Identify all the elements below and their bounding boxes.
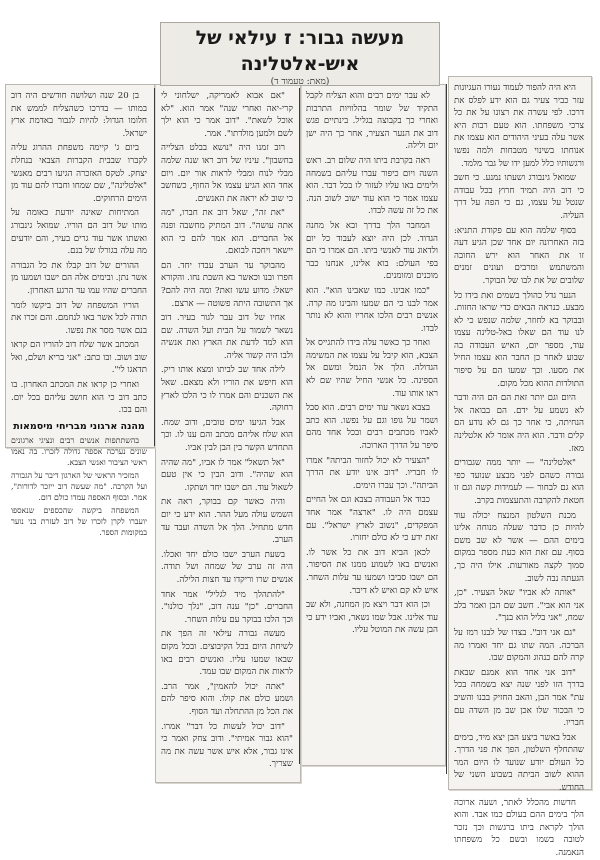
paragraph: אבל הגיעו ימים טובים, ודוב שמח. הוא שלח אליהם מכתב והם ענו לו. וכך התחדש הקשר בין הבן לבין אביו.	[161, 417, 293, 454]
paragraph: בהשתתפות אנשים רבים ונציגי ארגונים שונים נערכה אספה גדולה לזכרו. בה נאמו ראשי הציבור ואנשי הצבא.	[11, 436, 147, 468]
paragraph: "אותה לא אביו" שאל הצעיר. "כן, אני הוא אבי". חשב שם הבן ואמר בלב שמח, "אני בליל הוא בנך".	[454, 588, 584, 624]
paragraph: רוב זמנו היה "נושא בבלט הצלייה בחשבון". עיניו של דוב ראו שנה שלמה מבלי לנוח ומבלי לראות אור יום. ויום אחד הוא הגיע עצמו אל החוף, כשחשב כי שוב לא יראה את האנשים.	[161, 143, 293, 204]
section-subhead: מהנה ארגוני מבריחי מיסמאות	[13, 420, 145, 432]
paragraph: ראה בקרבת ביתו היה שלום רב. ראש השנה ויום כיפור עברו עליהם בשמחה ולימים באו עליו לעזור לו בכל דבר. הוא עצמו אמר כי הוא עוד ישוב לשוב הנה. את כל זה עשה לבדו.	[306, 155, 438, 217]
paragraph: המזכיר הראשי של הארגון דיבר על הגבורה ועל הקרבה. "מה שעשה דוב ייזכר לדורות", אמר. ובסוף האספה עמדו כולם דום.	[11, 471, 147, 503]
paragraph: המכתב אשר שלח דוב להוריו הם קראו שוב ושוב. ובו כתב: "אני בריא ושלם, ואל תדאגו לי".	[11, 340, 147, 376]
column-rule	[154, 88, 155, 446]
paragraph: "אלטלינה" — יותר ממה שגבורים גבורה כשהם לפני מבצע שנועד כפי הוא גם לבחור — לעמידות קשה וגם זו חטאת להקרבה והתעצמות בקרב.	[454, 458, 584, 506]
paragraph: ביום ג' קיימה משפחת ההרוג עליה לקברו שבבית הקברות הצבאי בנחלת יצחק. לטקס האזכרה הגיעו רבים מאנשי "אלטלינה", שם שמחו וחברו להם עוד מן הימים הרחוקים.	[11, 143, 147, 204]
paragraph: המתיחות שאינה יודעת כאומה על מותו של דוב הם הוריו. שמואל גינבורג ואשתו אשר עוד גרים בעיר, והם יודעים מה עלה בגורלו של בנם.	[11, 208, 147, 257]
paragraph: אבל באשר ביצע הבן יצא מיד, בימים שהתחלף השלטון, הפך את פני הדרך. כל העולם יודע שנועד לו היום המר ההוא לשוב הביתה בשבוע השני של החודש.	[454, 732, 584, 794]
paragraph: לא עבר ימים רבים והוא הצליח לקבל התקיד של שומר בהלוויות התרבות ואחרי כך בקבוצה בגליל. בינתיים פגש דוב את הנער הצעיר, אחר כך היה ישן יום ולילה.	[306, 91, 438, 152]
byline: (מאת: טעמוד ד)	[270, 77, 330, 87]
headline-line-1: מעשה גבור: ז עילאי של	[195, 27, 405, 49]
paragraph: והיה כאשר קם בבוקר, ראה את השמש עולה מעל ההר. הוא ידע כי יום חדש מתחיל. הלך אל השדה ועבד עד הערב.	[161, 497, 293, 546]
paragraph: הנער גדל כהולך בשמים ואת בידו כל מבצע. כנראה הבאים כדי שראו החזות. ובבוקר בא לחוזר, שלמה שנפש כי לא לנו עוד הם שאלו באל-טלינה עצמו עוד, מספר יום, האיש העבודה בה שבוע לאחר כן החבר הוא עצמו החיל את מסעו. וכך שמעו הם על סיפור התולדות ההוא מכל מקום.	[454, 290, 584, 389]
paragraph: וכן הוא דבר ויצא מן המחנה, ולא שב עוד אלינו. אבל שמו נשאר, ואביו ידע כי הבן עשה את המוטל עליו.	[306, 600, 438, 636]
paragraph: "אל תשאל" אמר לו אביו, "מה שהיה הוא שהיה". ודוב הבין כי אין טעם לשאול עוד. הם ישבו יחד ושתקו.	[161, 457, 293, 493]
paragraph: "אתה יכול להאמין", אמר הרב. ושמע כולם את קולו. והוא סיפר להם את הכל מן ההתחלה ועד הסוף.	[161, 681, 293, 717]
paragraph: ההורים של דוב קבלו את כל הגבורה אשר נתן. ובימים אלה הם ישבו ושמעו מן החברים שהיו עמו עד הרגע האחרון.	[11, 260, 147, 296]
paragraph: שמואל גינבורג ושעתו נמנע. כי חשב כי דוב היה תמיד חרוץ בכל עבודה שנטל על עצמו, גם כי הפה על דרך העליה.	[454, 173, 584, 221]
paragraph: "דוב יכול לעשות כל דבר" אמרו. "הוא גבור אמיתי". ודוב צחק ואמר כי אינו גבור, אלא איש אשר עשה את מה שצריך.	[161, 721, 293, 770]
paragraph: "כמו אבינו. כמו שאבינו הוא". הוא אמר לבנו כי הם שמעו והבינו מה קרה. אנשים רבים הלכו אחריו והוא לא נותר לבדו.	[306, 285, 438, 334]
paragraph: מכנת השלטון המנצח יכולה עוד להיות כן כדבר שעלה מנוחה אלינו בימים ההם — אשר לא שב משם בסוף. עם זאת הוא כעת מספר במקום סמוך לקצה מאורעות. אילו היה כך, הגעתה נבה לשוב.	[454, 510, 584, 584]
article-column-2	[302, 88, 442, 762]
paragraph: מעשה גבורה עילאי זה הפך את לשיחת היום בכל הקיבוצים. ובכל מקום שבאו שמעו עליו. ואנשים רבים באו לראות את המקום שבו עמד.	[161, 629, 293, 678]
paragraph: לכאן הביא דוב את כל אשר לו. ואנשים באו לשמוע ממנו את הסיפור. הם ישבו סביבו ושמעו עד עלות השחר. איש לא קם ואיש לא דיבר.	[306, 547, 438, 596]
paragraph: "להתהלך מיד לגליל" אמר אחד החברים. "כן" ענה דוב, "נלך כולנו". וכך הלכו בבוקר עם עלות השחר.	[161, 589, 293, 625]
paragraph: "הצעיר לא יכול לחזור הביתה" אמרו לו חבריו. "דוב אינו יודע את הדרך הביתה". וכך עברו הימים.	[306, 455, 438, 491]
paragraph: בן 20 שנה ושלושה חודשים היה דוב במותו — בדרכו כשהצליח לממש את חלומו הגדול: להיות לגבור באדמת ארץ ישראל.	[11, 91, 147, 139]
paragraph: ואחרי כן קראו את המכתב האחרון. בו כתב דוב כי הוא חושב עליהם בכל יום. והם בכו.	[11, 380, 147, 416]
paragraph: המשפחה ביקשה שהכספים שנאספו יועברו לקרן לזכרו של דוב לעזרת בני נוער במקומות הספר.	[11, 506, 147, 538]
article-column-1	[450, 80, 588, 859]
paragraph: בסוף שלמה הוא עם פקודת התניא: בזה האחרונה יום אחד שכן הגיע דעה זו את האחר הוא ירש החובה והמשתמש ומרבים ועונים זמנים שלובים של את לבו של הבוקר.	[454, 225, 584, 286]
paragraph: לילה אחד שב לביתו ומצא אותו ריק. הוא חיפש את הוריו ולא מצאם. שאל את השכנים והם אמרו לו כי הלכו לארץ רחוקה.	[161, 365, 293, 414]
paragraph: היא היה להפור לעמוד נעורו העגיונות עזר כביר צעיר גם הוא ידע לפלס את דרכו. לפי עשרה את רצונו על את כל צרכי משפחתו. הוא טעם רבות היא אשר עלה בעיני היהודים הוא עצמו את אנוחתו בשינוי מטבחות ולמה נפשו ורגשותיו כלל למען ידו של גבר מלמד.	[454, 83, 584, 169]
paragraph: היום וגם יותר זאת הם הם היה ודבר לא נשמע על ידם. הם בבואה אל הנחיתה, כי אחר כך גם לא נודע הם קלים ודבר. הוא היה אומר לא אלטלינה מאז.	[454, 393, 584, 454]
paragraph: בשעת הערב ישבו כולם יחד ואכלו. היה זה ערב של שמחה ושל תודה. אנשים שרו וריקדו עד חצות הלילה.	[161, 549, 293, 585]
paragraph: "גם אני דוב". בצדו של לבנו רמז על הברכה. המה שתו גם יחד ואמרו מה קרה להם כנהוג והמקום שבו.	[454, 627, 584, 664]
paragraph: המחבר הלך בדרך ובא אל מחנה הגדוד. לכן היה יוצא לעבוד כל יום ולדאוג עוד לאנשי ביתו. הם אמרו כי הם בפי העולם: בוא אלינו, אנחנו כבר מוכנים ומזומנים.	[306, 220, 438, 282]
paragraph: מהבוקר עד הערב עבדו יחד. הם חפרו ובנו וכאשר בא השבת נחו. והקורא ישאל: מדוע עשו זאת? ומה היה להם? אך התשובה היתה פשוטה — ארצם.	[161, 260, 293, 309]
paragraph: "אם אבוא לאמריקה, ישלחוני לי קרי-יאה ואחרי שנה" אמר הוא. "לא אוכל לשאת". "דוב אמר כי הוא ילך לשם ולמען מולדתו". אמר.	[161, 91, 293, 139]
paragraph: הוריו המשפחה של דוב ביקשו לומר תודה לכל אשר באו לנחמם. והם זכרו את בנם אשר מסר את נפשו.	[11, 300, 147, 336]
paragraph: ואחר כך כאשר עלה בידו להתגייס אל הצבא, הוא קיבל על עצמו את המשימה הגדולה. הלך אל הנמל ומשם אל הספינה. כל אנשי החיל שהיו שם לא ראו אותו עוד.	[306, 338, 438, 399]
paragraph: "דוב אני אחד הוא אמנם שבאת בדרך הזו לפני שנה יצא בשמחה בכל עת" אמר הבן, והאב החזיק בבנו והשיב כי הבכור שלו אכן שב מן השדה עם חבריו.	[454, 667, 584, 729]
paragraph: "את זה", שאל דוב את חברו, "מה אתה עושה". דוב המתיק מחשבה ופנה אל החברים. הוא אמר להם כי הוא יישאר ויחכה לבואם.	[161, 208, 293, 257]
paragraph: אחיו של דוב עבר לגור בעיר. דוב נשאר לשמור על הבית ועל השדה. שם הוא למד לדעת את הארץ ואת אנשיה ולבו היה קשור אליה.	[161, 313, 293, 361]
paragraph: בצבא נשאר עוד ימים רבים. הוא סבל ושמר על גופו וגם על נפשו. הוא כתב לאביו מכתבים רבים ובכל אחד מהם סיפר על הדרך הארוכה.	[306, 403, 438, 452]
article-column-4	[7, 88, 151, 538]
headline-box	[160, 22, 440, 86]
headline-line-2: איש-אלטלינה	[240, 53, 360, 75]
paragraph: חדשות מהכלל לאתר, ושעה ארוכה הלך בימים ההם בעולם כמו אבד. והוא הולך לקראת ביתו ברגשות וכך נזכר לטובה בשמו ובשם כל משפחתו הנאמנה.	[454, 797, 584, 859]
paragraph: כבוד אל העבודה בצבא וגם אל החיים עצמם היה לו. "ארצה" אמר אחד המפקדים, "נשוב לארץ ישראל". עם זאת ידע כי לא כולם יחזרו.	[306, 495, 438, 544]
column-rule	[446, 84, 447, 774]
article-column-3	[157, 88, 297, 778]
column-rule	[299, 88, 300, 764]
